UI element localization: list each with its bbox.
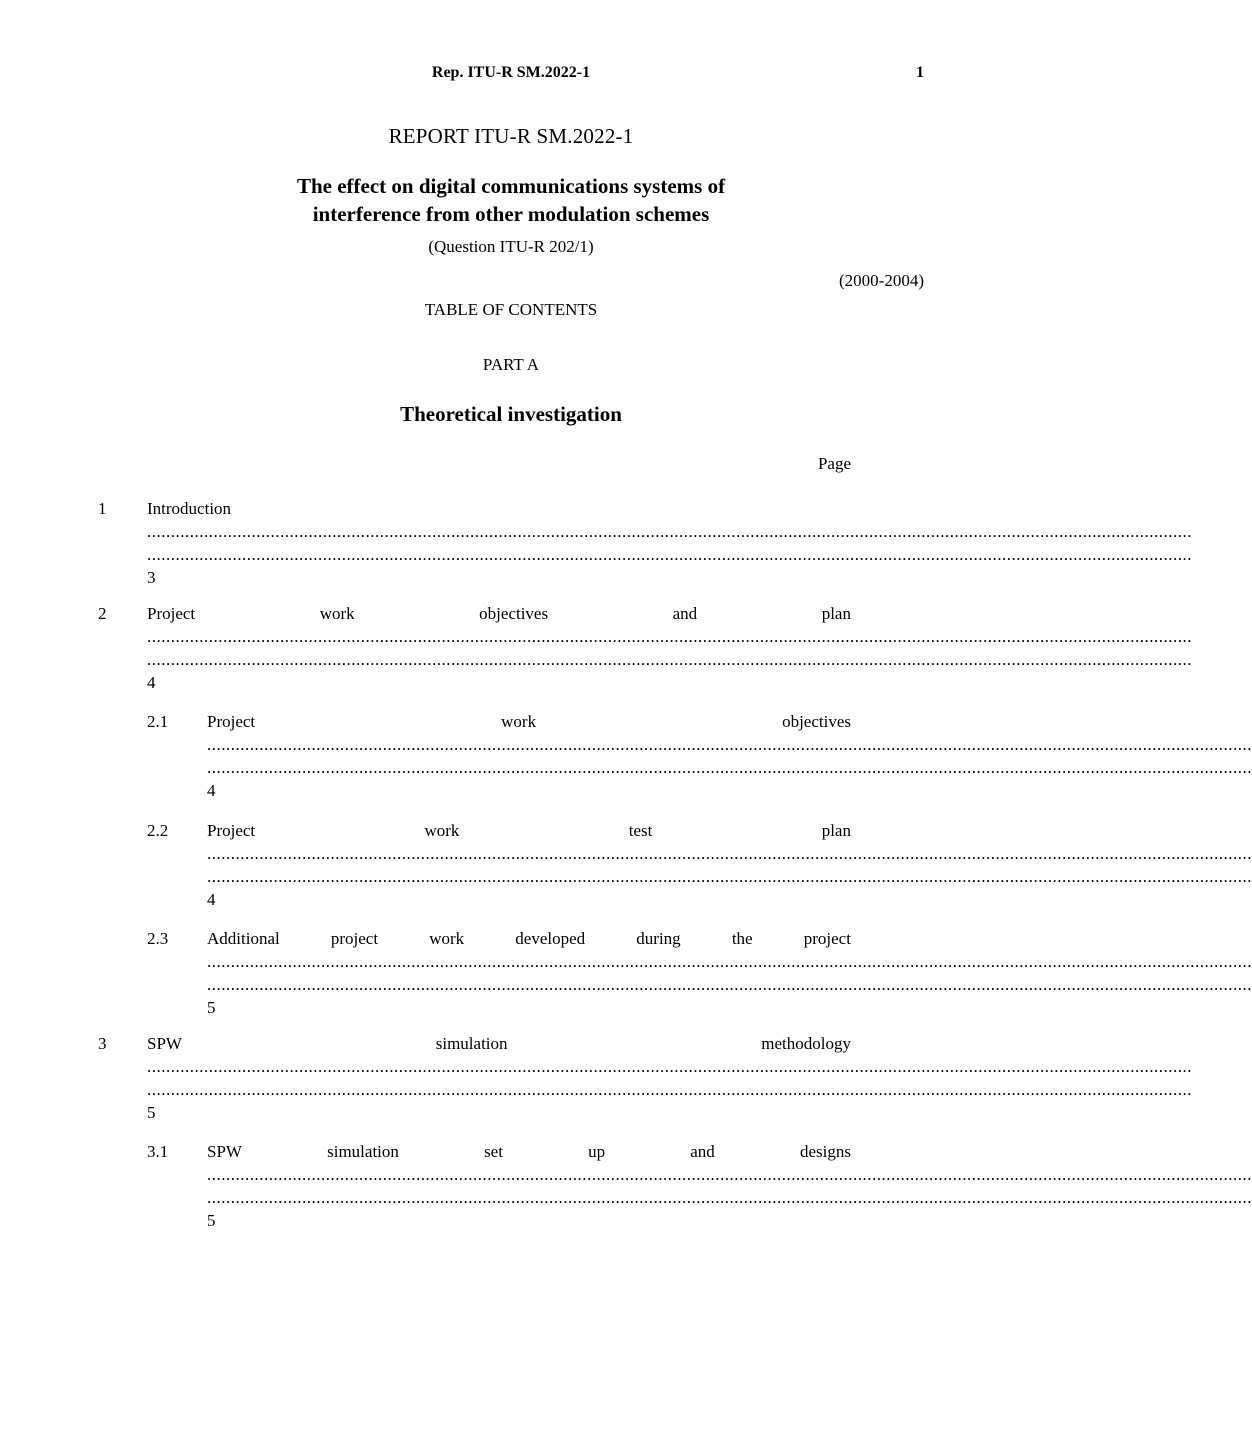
toc-entry-number: 2 [98, 604, 107, 623]
toc-title-word: and [672, 604, 698, 623]
title-line-1: The effect on digital communications systems of [296, 174, 726, 198]
toc-entry-page: 4 [207, 781, 216, 800]
page-number: 1 [916, 64, 924, 81]
toc-heading: TABLE OF CONTENTS [424, 300, 598, 319]
toc-entry[interactable] [147, 1140, 1252, 1230]
toc-title-word: designs [799, 1142, 851, 1161]
toc-entry-title [147, 602, 851, 625]
toc-title-word: Project [207, 712, 256, 731]
toc-entry[interactable] [98, 1032, 1192, 1122]
toc-entry-number: 2.2 [147, 821, 169, 840]
toc-title-word: objectives [479, 604, 549, 623]
dot-leader: ............................................................................................................................................................................................................................ [147, 627, 1192, 646]
toc-title-word: work [319, 604, 355, 623]
dot-leader: ............................................................................................................................................................................................................................ [207, 952, 1252, 971]
toc-entry-page: 4 [207, 890, 216, 909]
report-id: REPORT ITU-R SM.2022-1 [388, 124, 634, 148]
toc-entry-title [207, 1140, 851, 1163]
toc-title-word: SPW [207, 1142, 242, 1161]
toc-title-word: Project [207, 821, 256, 840]
toc-title-word: simulation [435, 1034, 508, 1053]
toc-title-word: Additional [207, 929, 280, 948]
toc-entry-title [207, 710, 851, 733]
dot-leader: ............................................................................................................................................................................................................................ [147, 650, 1192, 669]
toc-entry-page: 5 [207, 1211, 216, 1230]
toc-entry-title [147, 1032, 851, 1055]
running-header [98, 64, 924, 86]
toc-entry-number: 2.1 [147, 712, 169, 731]
dot-leader: ............................................................................................................................................................................................................................ [147, 522, 1192, 541]
toc-entry-page: 4 [147, 673, 156, 692]
part-title: Theoretical investigation [400, 402, 622, 426]
toc-title-word: work [429, 929, 465, 948]
dot-leader: ............................................................................................................................................................................................................................ [147, 545, 1192, 564]
toc-entry-page: 5 [147, 1103, 156, 1122]
toc-entry-number: 1 [98, 499, 107, 518]
dot-leader: ............................................................................................................................................................................................................................ [207, 735, 1252, 754]
dot-leader: ............................................................................................................................................................................................................................ [207, 975, 1252, 994]
toc-title-word: up [588, 1142, 606, 1161]
toc-entry[interactable] [147, 927, 1252, 1017]
years: (2000-2004) [839, 271, 924, 290]
dot-leader: ............................................................................................................................................................................................................................ [207, 758, 1252, 777]
toc-title-word: test [628, 821, 653, 840]
toc-title-word: during [636, 929, 681, 948]
toc-entry-number: 3.1 [147, 1142, 169, 1161]
toc-entry[interactable] [147, 819, 1252, 909]
toc-title-word: plan [821, 604, 851, 623]
toc-title-word: set [484, 1142, 503, 1161]
toc-entry[interactable] [147, 710, 1252, 800]
toc-entry-number: 3 [98, 1034, 107, 1053]
toc-title-word: methodology [761, 1034, 851, 1053]
toc-title-word: work [424, 821, 460, 840]
toc-entry-page: 5 [207, 998, 216, 1017]
toc-title-word: and [690, 1142, 715, 1161]
part-label: PART A [482, 355, 540, 374]
toc-title-word: project [330, 929, 379, 948]
toc-entry[interactable] [98, 602, 1192, 692]
document-title [98, 172, 924, 228]
toc-entry[interactable] [98, 497, 1192, 587]
page-column-label: Page [817, 454, 851, 473]
dot-leader: ............................................................................................................................................................................................................................ [207, 1188, 1252, 1207]
toc-title-word: project [803, 929, 851, 948]
running-title: Rep. ITU-R SM.2022-1 [431, 64, 591, 81]
toc-entry-page: 3 [147, 568, 156, 587]
toc-entry-title [147, 497, 851, 520]
toc-title-word: the [731, 929, 753, 948]
dot-leader: ............................................................................................................................................................................................................................ [147, 1057, 1192, 1076]
question-reference: (Question ITU-R 202/1) [428, 237, 594, 256]
toc-title-word: simulation [327, 1142, 399, 1161]
toc-entry-number: 2.3 [147, 929, 169, 948]
toc-entry-title [207, 819, 851, 842]
dot-leader: ............................................................................................................................................................................................................................ [207, 1165, 1252, 1184]
title-line-2: interference from other modulation schemes [312, 202, 710, 226]
toc-title-word: Project [147, 604, 196, 623]
dot-leader: ............................................................................................................................................................................................................................ [147, 1080, 1192, 1099]
toc-title-word: objectives [782, 712, 851, 731]
toc-title-word: plan [821, 821, 851, 840]
dot-leader: ............................................................................................................................................................................................................................ [207, 844, 1252, 863]
toc-title-word: SPW [147, 1034, 182, 1053]
toc-title-word: work [501, 712, 537, 731]
toc-entry-title [207, 927, 851, 950]
toc-title-word: Introduction [147, 499, 232, 518]
dot-leader: ............................................................................................................................................................................................................................ [207, 867, 1252, 886]
toc-title-word: developed [515, 929, 586, 948]
